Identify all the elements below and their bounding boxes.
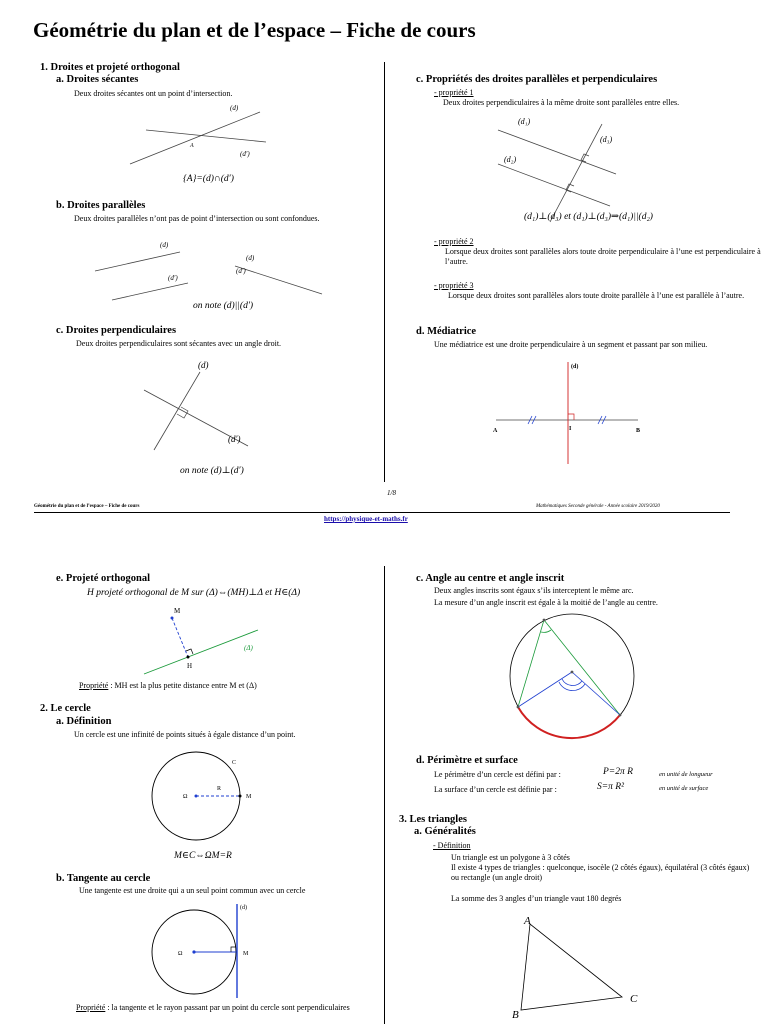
- label-omega: Ω: [183, 794, 188, 800]
- perpendiculaires-text: Deux droites perpendiculaires sont sécantes avec un angle droit.: [76, 339, 282, 348]
- label-B: B: [512, 1009, 519, 1021]
- subsection-b-heading: b. Droites parallèles: [56, 200, 146, 211]
- label-dp: (d′): [240, 150, 250, 158]
- cercle-diagram: [150, 750, 260, 844]
- propriete-1-label: - propriété 1: [434, 88, 474, 97]
- propriete-3-text: Lorsque deux droites sont parallèles alors toute droite parallèle à l’une est parallèle à l’autre.: [448, 291, 745, 300]
- perpendiculaires-diagram: [138, 356, 258, 456]
- propriete-label: Propriété: [76, 1003, 106, 1012]
- tangente-diagram: [148, 900, 258, 998]
- page-number: 1/8: [387, 489, 396, 497]
- propriete-label: Propriété: [79, 681, 109, 690]
- label-A: A: [190, 143, 194, 149]
- label-M: M: [174, 607, 181, 615]
- perimetre-heading: d. Périmètre et surface: [416, 755, 518, 766]
- triangle-text-2: Il existe 4 types de triangles : quelconque, isocèle (2 côtés égaux), équilatéral (3 côtés égaux) ou rectangle (un angle droit): [451, 863, 750, 882]
- generalites-heading: a. Généralités: [414, 826, 476, 837]
- mediatrice-text: Une médiatrice est une droite perpendiculaire à un segment et passant par son milieu.: [434, 340, 708, 349]
- label-d2: (d₂): [504, 155, 517, 164]
- label-d1: (d₁): [518, 117, 531, 126]
- triangle-text-1: Un triangle est un polygone à 3 côtés: [451, 853, 570, 862]
- tangente-text: Une tangente est une droite qui a un seul point commun avec un cercle: [79, 886, 306, 895]
- projete-propriete: [79, 681, 257, 691]
- paralleles-formula: on note (d)||(d′): [193, 301, 254, 311]
- label-R: R: [217, 786, 222, 792]
- column-divider: [384, 62, 385, 482]
- label-omega: Ω: [178, 951, 183, 957]
- label-dp-confondue: (d′): [236, 267, 246, 275]
- surface-formula: S=π R²: [597, 782, 624, 792]
- definition-label: - Définition: [433, 841, 471, 850]
- secantes-diagram: [120, 98, 280, 168]
- definition-heading: a. Définition: [56, 716, 112, 727]
- cercle-definition-text: Un cercle est une infinité de points situés à égale distance d’un point.: [74, 730, 296, 739]
- label-C: C: [232, 760, 237, 766]
- paralleles-text: Deux droites parallèles n’ont pas de point d’intersection ou sont confondues.: [74, 214, 320, 223]
- surface-unit: en unité de surface: [659, 785, 709, 792]
- perimetre-text: Le périmètre d’un cercle est défini par :: [434, 770, 561, 779]
- perimetre-formula: P=2π R: [603, 767, 633, 777]
- label-delta: (Δ): [244, 644, 253, 652]
- label-d: (d): [571, 364, 579, 370]
- label-C: C: [630, 993, 638, 1005]
- proprietes-diagram: [490, 112, 620, 212]
- label-B: B: [636, 428, 641, 434]
- cercle-formula: M∈C⇔ΩM=R: [174, 851, 232, 861]
- propriete-text: : MH est la plus petite distance entre M et (Δ): [108, 681, 257, 690]
- label-d3: (d₃): [600, 135, 613, 144]
- label-dp: (d′): [228, 434, 241, 444]
- triangle-text-3: La somme des 3 angles d’un triangle vaut 180 degrés: [451, 894, 622, 903]
- label-A: A: [524, 915, 531, 927]
- subsection-a-heading: a. Droites sécantes: [56, 74, 139, 85]
- projete-formula: H projeté orthogonal de M sur (Δ)⇔(MH)⊥Δ et H∈(Δ): [87, 588, 301, 598]
- angle-heading: c. Angle au centre et angle inscrit: [416, 573, 565, 584]
- label-d: (d): [198, 360, 209, 370]
- label-M: M: [246, 794, 252, 800]
- label-A: A: [493, 428, 498, 434]
- perimetre-unit: en unité de longueur: [659, 771, 713, 778]
- propriete-3-label: - propriété 3: [434, 281, 474, 290]
- section-1-heading: 1. Droites et projeté orthogonal: [40, 62, 180, 73]
- column-divider-2: [384, 566, 385, 1024]
- secantes-text: Deux droites sécantes ont un point d’intersection.: [74, 89, 233, 98]
- projete-diagram: [140, 604, 270, 678]
- proprietes-heading: c. Propriétés des droites parallèles et perpendiculaires: [416, 74, 658, 85]
- projete-heading: e. Projeté orthogonal: [56, 573, 150, 584]
- propriete-2-label: - propriété 2: [434, 237, 474, 246]
- footer-left: Géométrie du plan et de l’espace – Fiche de cours: [34, 504, 140, 509]
- surface-text: La surface d’un cercle est définie par :: [434, 785, 557, 794]
- propriete-1-formula: (d₁)⊥(d₃) et (d₁)⊥(d₃)⇒(d₁)||(d₂): [524, 212, 653, 222]
- secantes-formula: {A}=(d)∩(d′): [183, 174, 234, 184]
- label-dp: (d′): [168, 274, 178, 282]
- subsection-c-heading: c. Droites perpendiculaires: [56, 325, 177, 336]
- tangente-heading: b. Tangente au cercle: [56, 873, 151, 884]
- propriete-2-text: Lorsque deux droites sont parallèles alors toute droite perpendiculaire à l’une est perpendiculaire à l’autre.: [445, 247, 761, 266]
- paralleles-diagram: [90, 238, 330, 308]
- footer-rule: [34, 512, 730, 513]
- footer-right: Mathématiques Seconde générale - Année scolaire 2019/2020: [536, 504, 660, 509]
- angle-text-1: Deux angles inscrits sont égaux s’ils interceptent le même arc.: [434, 586, 634, 595]
- perpendiculaires-formula: on note (d)⊥(d′): [180, 466, 244, 476]
- label-H: H: [187, 662, 193, 670]
- triangle-diagram: [508, 910, 648, 1020]
- label-d: (d): [240, 905, 247, 911]
- label-M: M: [243, 951, 249, 957]
- mediatrice-heading: d. Médiatrice: [416, 326, 477, 337]
- angle-text-2: La mesure d’un angle inscrit est égale à la moitié de l’angle au centre.: [434, 598, 658, 607]
- page-title: Géométrie du plan et de l’espace – Fiche de cours: [33, 18, 476, 42]
- angle-diagram: [508, 612, 638, 742]
- mediatrice-diagram: [488, 360, 648, 466]
- triangles-heading: 3. Les triangles: [399, 814, 467, 825]
- propriete-1-text: Deux droites perpendiculaires à la même droite sont parallèles entre elles.: [443, 98, 680, 107]
- label-d: (d): [230, 104, 239, 112]
- propriete-text: : la tangente et le rayon passant par un point du cercle sont perpendiculaires: [105, 1003, 350, 1012]
- label-I: I: [569, 426, 572, 432]
- tangente-propriete: [76, 1003, 376, 1013]
- label-d: (d): [160, 241, 169, 249]
- cercle-heading: 2. Le cercle: [40, 703, 91, 714]
- website-link[interactable]: https://physique-et-maths.fr: [324, 515, 408, 523]
- label-d-confondue: (d): [246, 254, 255, 262]
